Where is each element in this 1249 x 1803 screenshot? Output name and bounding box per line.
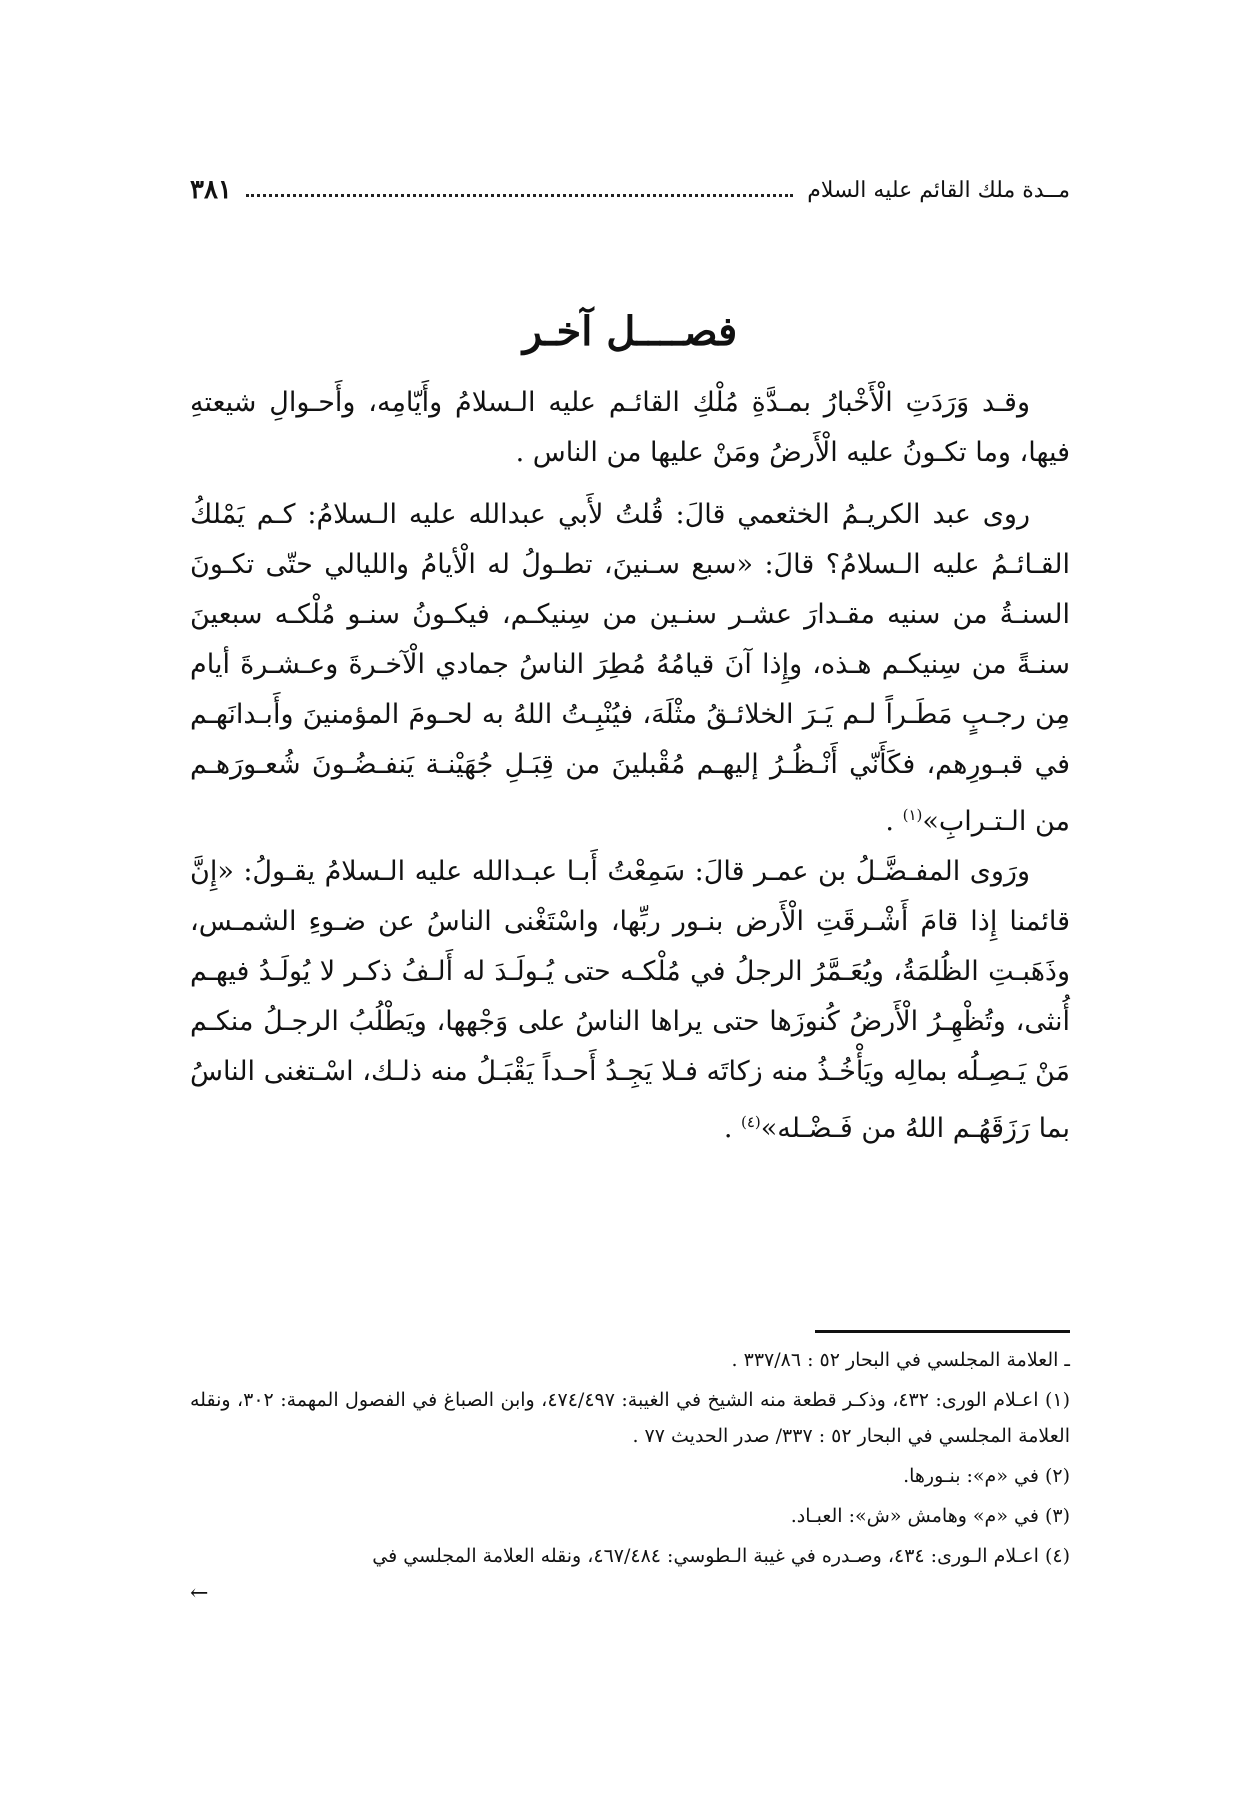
paragraph-mufaddal-text: ورَوى المفـضَّـلُ بن عمـر قالَ: سَمِعْتُ أَبـا عبـدالله عليه الـسلامُ يقـولُ: «إِنَّ قائمنا إِذا قامَ أَشْـرقَتِ الْأَرض بنـور ربِّها، واسْتَغْنى الناسُ عن ضـوءِ الشمـس، وذَهَبـتِ الظُلمَةُ، ويُعَـمَّرُ الرجلُ في مُلْكـه حتى يُـولَـدَ له أَلـفُ ذكـر لا يُولَـدُ فيهـم أُنثى، وتُظْهِـرُ الْأَرضُ كُنوزَها حتى يراها الناسُ على وَجْهها، ويَطْلُبُ الرجـلُ منكـم مَنْ يَـصِـلُه بمالِه ويَأْخُـذُ منه زكاتَه فـلا يَجِـدُ أَحـداً يَقْبَـلُ منه ذلـك، اسْـتغنى الناسُ بما رَزَقَهُـم اللهُ من فَـضْـله» xyxy=(190,856,1070,1144)
running-header-title: مــدة ملك القائم عليه السلام xyxy=(807,177,1070,203)
paragraph-khathami-text: روى عبد الكريـمُ الخثعمي قالَ: قُلتُ لأَبي عبدالله عليه الـسلامُ: كـم يَمْلكُ القـائـمُ عليه الـسلامُ؟ قالَ: «سبع سـنينَ، تطـولُ له الْأيامُ والليالي حتّى تكـونَ السنـةُ من سنيه مقـدارَ عشـر سنـين من سِنيكـم، فيكـونُ سنـو مُلْكـه سبعينَ سنـةً من سِنيكـم هـذه، وإِذا آنَ قيامُهُ مُطِرَ الناسُ جمادي الْآخـرةَ وعـشـرةَ أيام مِن رجـبٍ مَطَـراً لـم يَـرَ الخلائـقُ مثْلَهَ، فيُنْبِـتُ اللهُ به لحـومَ المؤمنينَ وأَبـدانَهـم في قبـورِهم، فكَأَنّي أَنْـظُـرُ إليهـم مُقْبلينَ من قِبَـلِ جُهَيْنـة يَنفـضُـونَ شُعـورَهـم من الـتـرابِ» xyxy=(190,499,1070,837)
footnote-3: (٣) في «م» وهامش «ش»: العبـاد. xyxy=(790,1505,1070,1527)
footnote-separator xyxy=(815,1330,1070,1333)
paragraph-mufaddal: ورَوى المفـضَّـلُ بن عمـر قالَ: سَمِعْتُ أَبـا عبـدالله عليه الـسلامُ يقـولُ: «إِنَّ قائمنا إِذا قامَ أَشْـرقَتِ الْأَرض بنـور ربِّها، واسْتَغْنى الناسُ عن ضـوءِ الشمـس، وذَهَبـتِ الظُلمَةُ، ويُعَـمَّرُ الرجلُ في مُلْكـه حتى يُـولَـدَ له أَلـفُ ذكـر لا يُولَـدُ فيهـم أُنثى، وتُظْهِـرُ الْأَرضُ كُنوزَها حتى يراها الناسُ على وَجْهها، ويَطْلُبُ الرجـلُ منكـم مَنْ يَـصِـلُه بمالِه ويَأْخُـذُ منه زكاتَه فـلا يَجِـدُ أَحـداً يَقْبَـلُ منه ذلـك، اسْـتغنى الناسُ بما رَزَقَهُـم اللهُ من فَـضْـله»$^{(٤)}$ . xyxy=(190,856,1070,1144)
footnote-ref-4[interactable]: (٤) xyxy=(740,1113,761,1131)
page-number: ٣٨١ xyxy=(190,175,232,205)
footnote-1: (١) اعـلام الورى: ٤٣٢، وذكـر قطعة منه الشيخ في الغيبة: ٤٧٤/٤٩٧، وابن الصباغ في الفصول المهمة: ٣٠٢، ونقله العلامة المجلسي في البحار ٥٢ : ٣٣٧/ صدر الحديث ٧٧ . xyxy=(190,1389,1070,1447)
running-header xyxy=(190,170,1070,210)
footnote-4: (٤) اعـلام الـورى: ٤٣٤، وصـدره في غيبة الـطوسي: ٤٦٧/٤٨٤، ونقله العلامة المجلسي في xyxy=(372,1545,1070,1567)
footnote-2: (٢) في «م»: بنـورها. xyxy=(903,1465,1070,1487)
dotted-leader xyxy=(246,184,793,197)
section-title: فصــــل آخـر xyxy=(522,308,738,355)
footnote-ref-1[interactable]: (١) xyxy=(902,806,923,824)
continue-arrow-icon: ← xyxy=(190,1581,209,1606)
main-text xyxy=(190,378,1070,1154)
paragraph-khathami: روى عبد الكريـمُ الخثعمي قالَ: قُلتُ لأَبي عبدالله عليه الـسلامُ: كـم يَمْلكُ القـائـمُ عليه الـسلامُ؟ قالَ: «سبع سـنينَ، تطـولُ له الْأيامُ والليالي حتّى تكـونَ السنـةُ من سنيه مقـدارَ عشـر سنـين من سِنيكـم، فيكـونُ سنـو مُلْكـه سبعينَ سنـةً من سِنيكـم هـذه، وإِذا آنَ قيامُهُ مُطِرَ الناسُ جمادي الْآخـرةَ وعـشـرةَ أيام مِن رجـبٍ مَطَـراً لـم يَـرَ الخلائـقُ مثْلَهَ، فيُنْبِـتُ اللهُ به لحـومَ المؤمنينَ وأَبـدانَهـم في قبـورِهم، فكَأَنّي أَنْـظُـرُ إليهـم مُقْبلينَ من قِبَـلِ جُهَيْنـة يَنفـضُـونَ شُعـورَهـم من الـتـرابِ»$^{(١)}$ . xyxy=(190,499,1070,837)
footnotes xyxy=(190,1342,1070,1606)
paragraph-intro: وقـد وَرَدَتِ الْأَخْبارُ بمـدَّةِ مُلْكِ القائـم عليه الـسلامُ وأَيّامِه، وأَحـوالِ شيعتهِ فيها، وما تكـونُ عليه الْأَرضُ ومَنْ عليها من الناس . xyxy=(190,387,1070,468)
footnote-continued: ـ العلامة المجلسي في البحار ٥٢ : ٣٣٧/٨٦ . xyxy=(731,1349,1070,1371)
